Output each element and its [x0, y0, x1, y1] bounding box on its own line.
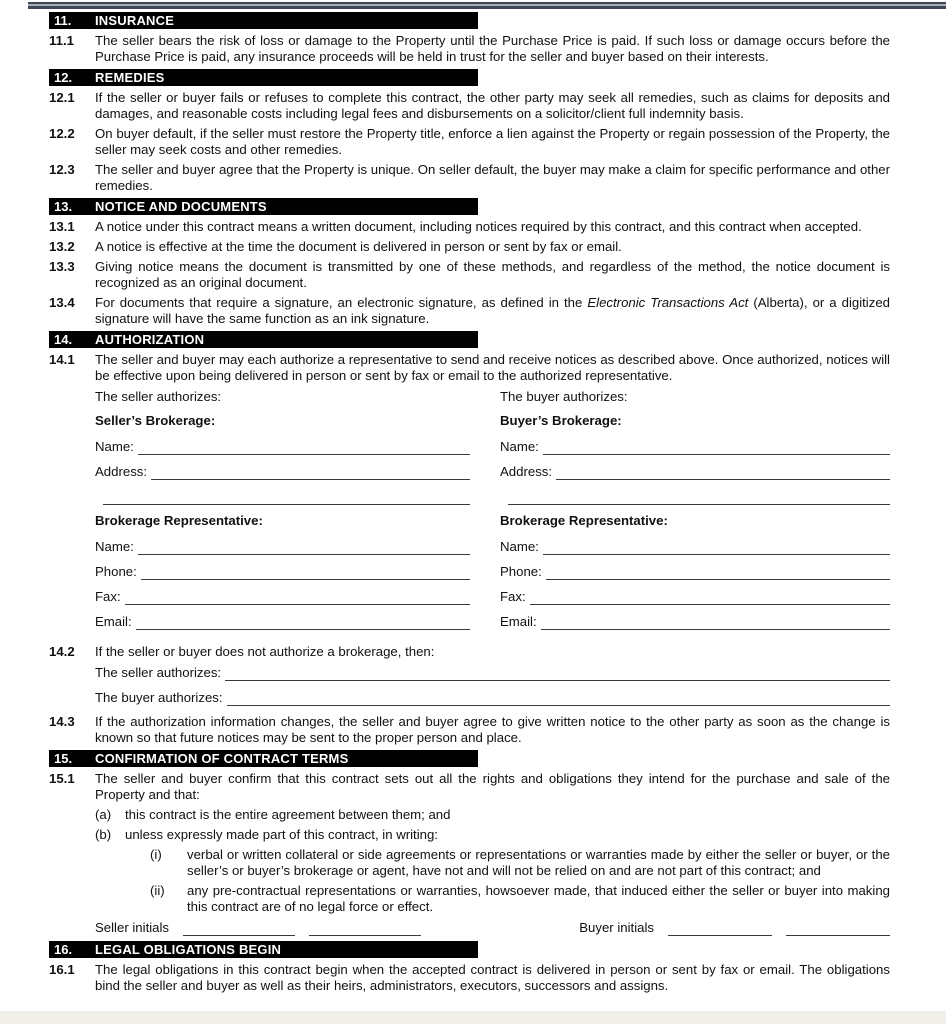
clause-14-1 — [49, 352, 890, 384]
clause-text: The seller and buyer may each authorize a representative to send and receive notices as described above. Once authorized, notices will be effective upon being delivered in person or sent by fax or email to the authorized representative. — [95, 352, 890, 383]
seller-rep-fax-row — [95, 588, 470, 605]
fax-label: Fax: — [95, 589, 121, 604]
email-label: Email: — [95, 614, 132, 629]
clause-text: Giving notice means the document is transmitted by one of these methods, and regardless of the method, the notice document is recognized as an original document. — [95, 259, 890, 290]
name-label: Name: — [95, 539, 134, 554]
clause-number: 14.3 — [49, 714, 75, 729]
clause-14-2 — [49, 644, 890, 660]
seller-brokerage-address-row — [95, 463, 470, 480]
list-item-b-ii — [150, 883, 890, 915]
list-item-b — [95, 827, 890, 843]
buyer-authorizes-label: The buyer authorizes: — [500, 389, 628, 404]
clause-text: If the authorization information changes, the seller and buyer agree to give written notice to the other party as soon as the change is known so that future notices may be sent to the proper person and place. — [95, 714, 890, 745]
seller-rep-phone-field-line — [141, 567, 470, 580]
clause-text: On buyer default, if the seller must restore the Property title, enforce a lien against the Property or regain possession of the Property, the seller may seek costs and other remedies. — [95, 126, 890, 157]
section-header-legal-obligations-begin — [49, 941, 478, 958]
buyer-brokerage-address-row — [500, 463, 890, 480]
seller-authorizes-fill-row — [95, 664, 890, 681]
buyer-brokerage-address-continuation-line — [508, 492, 890, 505]
buyer-authorizes-row — [500, 388, 890, 405]
clause-text: A notice under this contract means a written document, including notices required by this contract, and this contract when accepted. — [95, 219, 862, 234]
buyer-authorization-column — [500, 388, 890, 638]
clause-number: 16.1 — [49, 962, 75, 977]
buyer-initials-line-1 — [668, 923, 772, 936]
list-marker: (b) — [95, 827, 112, 842]
buyer-rep-name-row — [500, 538, 890, 555]
address-label: Address: — [500, 464, 553, 479]
buyer-brokerage-name-field-line — [543, 442, 890, 455]
clause-14-3 — [49, 714, 890, 746]
list-item-text: verbal or written collateral or side agreements or representations or warranties made by either the seller or buyer, or the seller’s or buyer’s brokerage or agent, have not and will not be relied on and are not part of this contract; and — [187, 847, 890, 878]
list-marker: (ii) — [150, 883, 165, 898]
clause-text: The seller bears the risk of loss or damage to the Property until the Purchase Price is paid. If such loss or damage occurs before the Purchase Price is paid, any insurance proceeds will be held in trust for the seller and buyer based on their interests. — [95, 33, 890, 64]
clause-text-post: (Alberta), or a digitized signature will have the same function as an ink signature. — [95, 295, 891, 326]
seller-initials-label: Seller initials — [95, 920, 170, 935]
clause-13-1 — [49, 219, 890, 235]
buyer-rep-phone-row — [500, 563, 890, 580]
buyer-authorizes-field-line — [227, 693, 890, 706]
name-label: Name: — [500, 439, 539, 454]
seller-rep-email-field-line — [136, 617, 470, 630]
seller-brokerage-name-row — [95, 438, 470, 455]
clause-12-2 — [49, 126, 890, 158]
clause-number: 12.3 — [49, 162, 75, 177]
seller-rep-name-field-line — [138, 542, 470, 555]
clause-number: 15.1 — [49, 771, 75, 786]
clause-text: The seller and buyer agree that the Property is unique. On seller default, the buyer may make a claim for specific performance and other remedies. — [95, 162, 890, 193]
buyer-initials-label: Buyer initials — [579, 920, 654, 935]
page-top-rule — [28, 2, 946, 9]
buyer-rep-phone-field-line — [546, 567, 890, 580]
buyer-rep-fax-field-line — [530, 592, 890, 605]
buyer-rep-name-field-line — [543, 542, 890, 555]
seller-initials-line-2 — [309, 923, 421, 936]
fax-label: Fax: — [500, 589, 526, 604]
sellers-brokerage-heading: Seller’s Brokerage: — [95, 413, 216, 428]
buyer-brokerage-address-field-line — [556, 467, 890, 480]
name-label: Name: — [95, 439, 134, 454]
email-label: Email: — [500, 614, 537, 629]
seller-brokerage-address-continuation-row — [95, 488, 470, 505]
seller-brokerage-representative-heading: Brokerage Representative: — [95, 513, 263, 528]
seller-rep-fax-field-line — [125, 592, 470, 605]
seller-brokerage-address-field-line — [151, 467, 470, 480]
authorization-form — [95, 388, 890, 638]
section-header-remedies — [49, 69, 478, 86]
seller-authorizes-label: The seller authorizes: — [95, 389, 222, 404]
clause-text: If the seller or buyer fails or refuses to complete this contract, the other party may seek all remedies, such as claims for deposits and damages, and reasonable costs including legal fees and disbursements on a solicitor/client full indemnity basis. — [95, 90, 890, 121]
seller-authorizes-label: The seller authorizes: — [95, 665, 222, 680]
clause-number: 11.1 — [49, 33, 74, 48]
list-marker: (a) — [95, 807, 112, 822]
seller-rep-email-row — [95, 613, 470, 630]
clause-12-1 — [49, 90, 890, 122]
list-item-text: any pre-contractual representations or warranties, howsoever made, that induced either the seller or buyer into making this contract are of no legal force or effect. — [187, 883, 890, 914]
section-header-notice-and-documents — [49, 198, 478, 215]
clause-number: 13.1 — [49, 219, 75, 234]
seller-brokerage-address-continuation-line — [103, 492, 470, 505]
buyer-rep-fax-row — [500, 588, 890, 605]
buyers-brokerage-heading: Buyer’s Brokerage: — [500, 413, 622, 428]
clause-text: If the seller or buyer does not authorize a brokerage, then: — [95, 644, 435, 659]
seller-brokerage-name-field-line — [138, 442, 470, 455]
clause-text: The seller and buyer confirm that this contract sets out all the rights and obligations they intend for the purchase and sale of the Property and that: — [95, 771, 890, 802]
section-title: LEGAL OBLIGATIONS BEGIN — [95, 942, 282, 957]
seller-authorizes-row — [95, 388, 470, 405]
buyer-rep-email-row — [500, 613, 890, 630]
page-bottom-edge — [0, 1011, 946, 1024]
clause-number: 12.2 — [49, 126, 75, 141]
list-item-a — [95, 807, 890, 823]
clause-number: 14.2 — [49, 644, 75, 659]
buyer-initials-line-2 — [786, 923, 890, 936]
section-number: 11. — [54, 13, 72, 28]
seller-authorization-column — [95, 388, 470, 638]
seller-rep-phone-row — [95, 563, 470, 580]
section-number: 14. — [54, 332, 73, 347]
clause-number: 12.1 — [49, 90, 75, 105]
buyer-authorizes-label: The buyer authorizes: — [95, 690, 223, 705]
section-title: INSURANCE — [95, 13, 175, 28]
section-title: NOTICE AND DOCUMENTS — [95, 199, 267, 214]
section-header-confirmation-of-contract-terms — [49, 750, 478, 767]
clause-number: 13.3 — [49, 259, 75, 274]
section-number: 12. — [54, 70, 73, 85]
clause-text: The legal obligations in this contract begin when the accepted contract is delivered in person or sent by fax or email. The obligations bind the seller and buyer as well as their heirs, administrators, executors, successors and assigns. — [95, 962, 890, 993]
name-label: Name: — [500, 539, 539, 554]
clause-text: A notice is effective at the time the document is delivered in person or sent by fax or email. — [95, 239, 622, 254]
section-title: AUTHORIZATION — [95, 332, 205, 347]
buyer-authorizes-fill-row — [95, 689, 890, 706]
seller-initials-line-1 — [183, 923, 295, 936]
address-label: Address: — [95, 464, 148, 479]
clause-15-1 — [49, 771, 890, 803]
phone-label: Phone: — [95, 564, 137, 579]
section-number: 16. — [54, 942, 73, 957]
section-header-authorization — [49, 331, 478, 348]
section-number: 15. — [54, 751, 73, 766]
clause-13-4 — [49, 295, 891, 327]
buyer-brokerage-name-row — [500, 438, 890, 455]
clause-number: 14.1 — [49, 352, 75, 367]
section-title: CONFIRMATION OF CONTRACT TERMS — [95, 751, 349, 766]
clause-13-2 — [49, 239, 890, 255]
clause-number: 13.4 — [49, 295, 75, 310]
initials-row — [95, 919, 890, 936]
clause-number: 13.2 — [49, 239, 75, 254]
clause-16-1 — [49, 962, 890, 994]
buyer-brokerage-address-continuation-row — [500, 488, 890, 505]
section-header-insurance — [49, 12, 478, 29]
buyer-initials-group — [579, 920, 890, 936]
list-item-b-i — [150, 847, 890, 879]
clause-text-pre: For documents that require a signature, an electronic signature, as defined in the — [95, 295, 588, 310]
clause-13-3 — [49, 259, 890, 291]
statute-name-italic: Electronic Transactions Act — [587, 295, 749, 310]
section-title: REMEDIES — [95, 70, 165, 85]
list-marker: (i) — [150, 847, 162, 862]
buyer-rep-email-field-line — [541, 617, 890, 630]
list-item-text: this contract is the entire agreement between them; and — [125, 807, 451, 822]
section-number: 13. — [54, 199, 73, 214]
clause-11-1 — [49, 33, 890, 65]
clause-12-3 — [49, 162, 890, 194]
phone-label: Phone: — [500, 564, 542, 579]
list-item-text: unless expressly made part of this contract, in writing: — [125, 827, 438, 842]
seller-rep-name-row — [95, 538, 470, 555]
seller-authorizes-field-line — [225, 668, 890, 681]
buyer-brokerage-representative-heading: Brokerage Representative: — [500, 513, 668, 528]
